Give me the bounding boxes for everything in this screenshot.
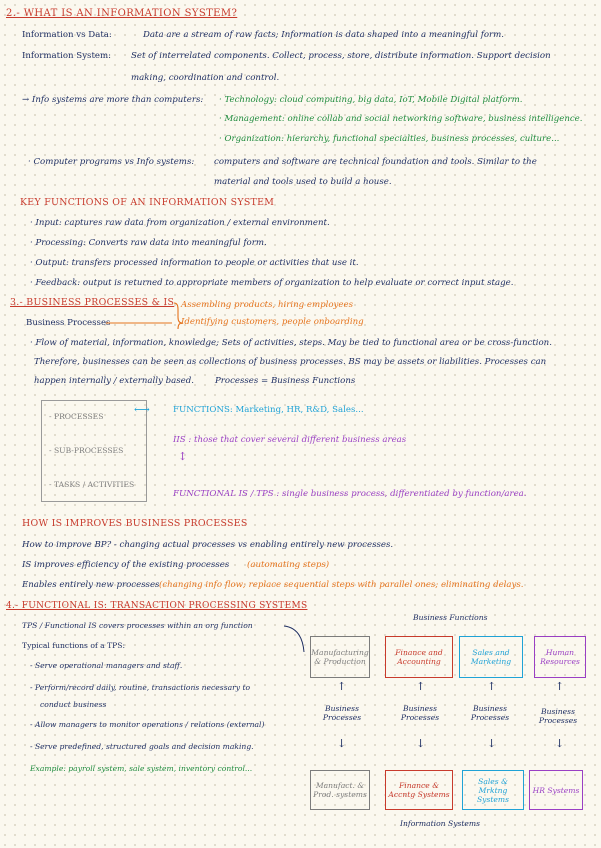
section-4-heading: 4.- FUNCTIONAL IS: TRANSACTION PROCESSING SYSTEMS <box>6 601 308 611</box>
improve-heading: HOW IS IMPROVES BUSINESS PROCESSES <box>22 518 248 529</box>
business-functions-title: Business Functions <box>413 613 488 622</box>
bp-label-4: Business Processes <box>538 707 578 725</box>
bp-example-2: Identifying customers, people onboarding <box>181 317 364 327</box>
section-3-heading: 3.- BUSINESS PROCESSES & IS <box>10 297 175 308</box>
sys-box-hr: HR Systems <box>529 770 583 810</box>
improve-line-3b: (changing info flow; replace sequential steps with parallel ones; eliminating delays. <box>159 580 524 590</box>
functional-is-text: FUNCTIONAL IS / TPS : single business process, differentiated by function/area. <box>173 489 527 499</box>
typical-functions-label: Typical functions of a TPS: <box>22 641 126 650</box>
key-input: · Input: captures raw data from organization / external environment. <box>30 218 330 228</box>
tps-examples: Example: payroll system, sale system, inventory control... <box>30 764 253 773</box>
more-than-computers: → Info systems are more than computers: <box>22 95 204 105</box>
key-output: · Output: transfers processed information to people or activities that use it. <box>30 258 359 268</box>
tps-bullet-1: - Serve operational managers and staff. <box>30 661 183 670</box>
improve-line-2b: (automating steps) <box>247 560 330 570</box>
sys-box-manufacturing: Manufact. & Prod. systems <box>310 770 370 810</box>
brace-connector <box>104 299 184 333</box>
fn-box-hr: Human Resources <box>534 636 586 678</box>
computer-programs-text-1: computers and software are technical foundation and tools. Similar to the <box>214 157 537 167</box>
sys-box-sales: Sales & Mrktng Systems <box>462 770 524 810</box>
improve-line-1: How to improve BP? - changing actual processes vs enabling entirely new processes. <box>22 540 394 550</box>
fn-box-finance: Finance and Accounting <box>385 636 453 678</box>
tps-bullet-2a: - Perform/record daily, routine, transactions necessary to <box>30 683 251 692</box>
improve-line-2a: IS improves efficiency of the existing processes <box>22 560 230 570</box>
flow-text-3: happen internally / externally based. <box>34 376 194 386</box>
up-arrow-icon: ↑ <box>416 680 426 693</box>
info-system-text-1: Set of interrelated components. Collect, process, store, distribute information. Support decision <box>131 51 551 61</box>
improve-line-3a: Enables entirely new processes <box>22 580 160 590</box>
info-vs-data-text: Data are a stream of raw facts; Information is data shaped into a meaningful form. <box>143 30 505 40</box>
bp-label-1: Business Processes <box>322 704 362 722</box>
iis-text: IIS : those that cover several different business areas <box>173 435 407 445</box>
organization-line: · Organization: hierarchy, functional specialties, business processes, culture... <box>219 134 560 144</box>
up-arrow-icon: ↑ <box>555 680 565 693</box>
flow-text-2: Therefore, businesses can be seen as collections of business processes. BS may be assets or liabilities. Processes can <box>34 357 547 367</box>
bp-label-2: Business Processes <box>400 704 440 722</box>
key-functions-heading: KEY FUNCTIONS OF AN INFORMATION SYSTEM <box>20 197 275 208</box>
bp-label-3: Business Processes <box>470 704 510 722</box>
processes-item: - PROCESSES <box>49 412 104 421</box>
section-2-heading: 2.- WHAT IS AN INFORMATION SYSTEM? <box>6 8 238 19</box>
fn-box-sales: Sales and Marketing <box>459 636 523 678</box>
information-systems-title: Information Systems <box>400 819 481 828</box>
double-arrow-icon: ⟷ <box>134 403 150 416</box>
sub-processes-item: - SUB-PROCESSES <box>49 446 124 455</box>
tps-bullet-2b: conduct business <box>40 700 107 709</box>
sys-box-finance: Finance & Accntg Systems <box>385 770 453 810</box>
up-arrow-icon: ↑ <box>337 680 347 693</box>
key-processing: · Processing: Converts raw data into meaningful form. <box>30 238 267 248</box>
info-system-text-2: making, coordination and control. <box>131 73 280 83</box>
tps-bullet-4: - Serve predefined, structured goals and decision making. <box>30 742 254 751</box>
bp-example-1: Assembling products, hiring employees <box>181 300 353 310</box>
info-system-label: Information System: <box>22 51 112 61</box>
vertical-double-arrow-icon: ↕ <box>178 450 188 463</box>
info-vs-data-label: Information vs Data: <box>22 30 112 40</box>
key-feedback: · Feedback: output is returned to appropriate members of organization to help evaluate or correct input stage. <box>30 278 514 288</box>
computer-programs-text-2: material and tools used to build a house. <box>214 177 392 187</box>
technology-line: · Technology: cloud computing, big data, IoT, Mobile Digital platform. <box>219 95 523 105</box>
fn-box-manufacturing: Manufacturing & Production <box>310 636 370 678</box>
tasks-item: - TASKS / ACTIVITIES <box>49 480 135 489</box>
down-arrow-icon: ↓ <box>555 737 565 750</box>
down-arrow-icon: ↓ <box>416 737 426 750</box>
down-arrow-icon: ↓ <box>487 737 497 750</box>
processes-equals-functions: Processes = Business Functions <box>215 376 356 386</box>
management-line: · Management: online collab and social networking software, business intelligence. <box>219 114 583 124</box>
functions-text: FUNCTIONS: Marketing, HR, R&D, Sales... <box>173 405 364 415</box>
flow-text-1: · Flow of material, information, knowledge; Sets of activities, steps. May be tied to functional area or be cross-function. <box>30 338 552 348</box>
up-arrow-icon: ↑ <box>487 680 497 693</box>
computer-programs-label: · Computer programs vs Info systems: <box>28 157 195 167</box>
tps-line: TPS / Functional IS covers processes within an org function <box>22 621 253 630</box>
down-arrow-icon: ↓ <box>337 737 347 750</box>
tps-bullet-3: - Allow managers to monitor operations / relations (external) <box>30 720 265 729</box>
business-processes-label: Business Processes <box>26 318 111 328</box>
